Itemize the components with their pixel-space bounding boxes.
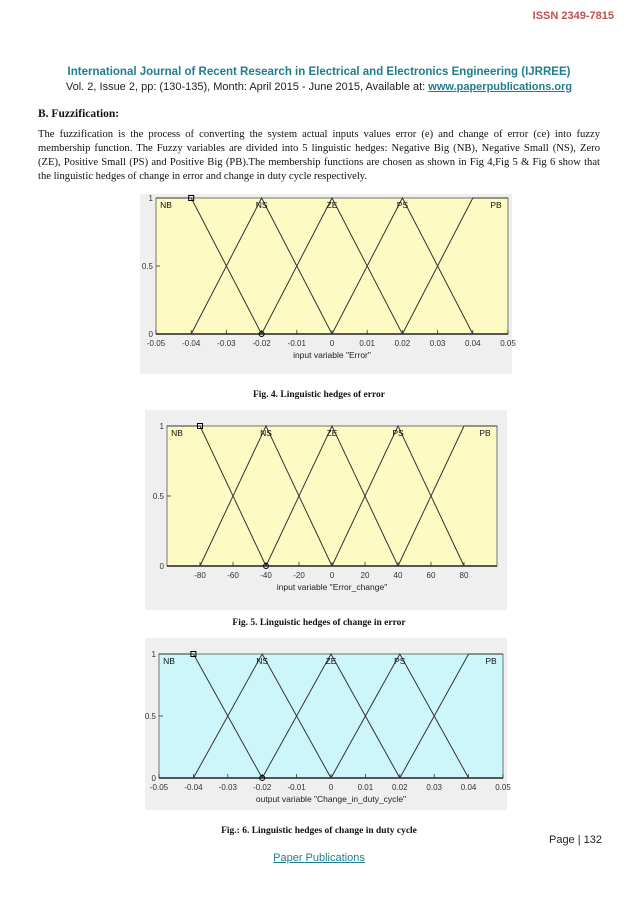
x-tick-label: 0.04 — [460, 783, 477, 792]
mf-label-ns: NS — [255, 200, 268, 210]
volume-line — [0, 81, 638, 93]
mf-label-ze: ZE — [326, 428, 338, 438]
mf-label-nb: NB — [163, 656, 175, 666]
x-tick-label: -0.04 — [182, 339, 201, 348]
x-tick-label: -0.02 — [252, 339, 271, 348]
x-tick-label: -0.05 — [146, 339, 166, 348]
body-paragraph: The fuzzification is the process of converting the system actual inputs values error (e) and change of error (ce) into fuzzy membership function. The Fuzzy variables are divided into 5 linguistic hedges: Negative Big (NB), Negative Small (NS), Zero (ZE), Positive Small (PS) and Positive Big (PB).The membership functions are chosen as shown in Fig 4,Fig 5 & Fig 6 show that the linguistic hedges of change in error and change in duty cycle respectively. — [38, 129, 600, 182]
figure-5-caption: Fig. 5. Linguistic hedges of change in error — [232, 618, 406, 628]
figure-6-caption: Fig.: 6. Linguistic hedges of change in duty cycle — [221, 826, 417, 836]
section-heading: B. Fuzzification: — [38, 108, 120, 120]
figure-4-caption: Fig. 4. Linguistic hedges of error — [252, 390, 386, 400]
x-tick-label: 0.03 — [429, 339, 446, 348]
x-tick-label: 60 — [426, 571, 436, 580]
issn-label: ISSN 2349-7815 — [532, 10, 614, 22]
x-tick-label: 20 — [360, 571, 370, 580]
chart-svg — [140, 194, 516, 374]
x-tick-label: 0 — [329, 339, 335, 348]
x-tick-label: 0.02 — [394, 339, 411, 348]
plot-area — [167, 426, 497, 566]
mf-label-ps: PS — [396, 200, 409, 210]
x-tick-label: -0.01 — [287, 783, 306, 792]
x-tick-label: -80 — [194, 571, 206, 580]
y-tick-label: 1 — [151, 650, 156, 659]
page-number: Page | 132 — [548, 834, 602, 846]
mf-label-ze: ZE — [326, 200, 338, 210]
mf-label-nb: NB — [160, 200, 172, 210]
x-tick-label: 0.05 — [495, 783, 511, 792]
publisher-link[interactable]: Paper Publications — [273, 852, 365, 864]
x-tick-label: 0.02 — [392, 783, 408, 792]
chart-svg — [144, 638, 511, 810]
y-tick-label: 1 — [159, 422, 164, 431]
x-axis-label: input variable "Error_change" — [276, 582, 388, 592]
x-tick-label: -0.03 — [217, 339, 236, 348]
x-tick-label: 40 — [393, 571, 403, 580]
x-tick-label: 0.03 — [426, 783, 442, 792]
y-tick-label: 0.5 — [144, 712, 156, 721]
x-tick-label: 0.04 — [465, 339, 481, 348]
journal-url-link[interactable]: www.paperpublications.org — [428, 81, 573, 93]
plot-area — [159, 654, 503, 778]
mf-label-pb: PB — [490, 200, 502, 210]
x-tick-label: -20 — [293, 571, 305, 580]
y-tick-label: 0 — [148, 330, 153, 339]
x-tick-label: -0.01 — [287, 339, 306, 348]
y-tick-label: 0.5 — [152, 492, 164, 501]
x-tick-label: 0.01 — [357, 783, 374, 792]
x-tick-label: 0 — [329, 571, 335, 580]
x-tick-label: -0.04 — [184, 783, 203, 792]
x-tick-label: 0 — [328, 783, 334, 792]
figure-6-change-in-duty-cycle — [144, 638, 511, 810]
x-tick-label: -0.02 — [253, 783, 272, 792]
y-tick-label: 1 — [148, 194, 153, 203]
x-axis-label: input variable "Error" — [293, 350, 371, 360]
x-tick-label: -40 — [260, 571, 272, 580]
x-tick-label: -0.05 — [149, 783, 169, 792]
y-tick-label: 0 — [159, 562, 164, 571]
x-tick-label: 80 — [459, 571, 469, 580]
volume-info: Vol. 2, Issue 2, pp: (130-135), Month: April 2015 - June 2015, Available at: — [65, 81, 429, 93]
plot-area — [156, 198, 508, 334]
x-axis-label: output variable "Change_in_duty_cycle" — [255, 794, 407, 804]
mf-label-nb: NB — [171, 428, 183, 438]
mf-label-ps: PS — [392, 428, 404, 438]
journal-title: International Journal of Recent Research in Electrical and Electronics Engineering (IJRREE) — [67, 66, 571, 78]
figure-4-error — [140, 194, 516, 374]
figure-5-change-in-error — [145, 410, 507, 610]
mf-label-pb: PB — [479, 428, 491, 438]
x-tick-label: -0.03 — [218, 783, 237, 792]
x-tick-label: 0.05 — [500, 339, 516, 348]
x-tick-label: -60 — [227, 571, 239, 580]
mf-label-ps: PS — [394, 656, 406, 666]
mf-label-ns: NS — [260, 428, 272, 438]
mf-label-pb: PB — [485, 656, 497, 666]
mf-label-ze: ZE — [325, 656, 337, 666]
y-tick-label: 0.5 — [141, 262, 153, 271]
x-tick-label: 0.01 — [359, 339, 375, 348]
y-tick-label: 0 — [151, 774, 156, 783]
mf-label-ns: NS — [256, 656, 269, 666]
chart-svg — [145, 410, 507, 610]
